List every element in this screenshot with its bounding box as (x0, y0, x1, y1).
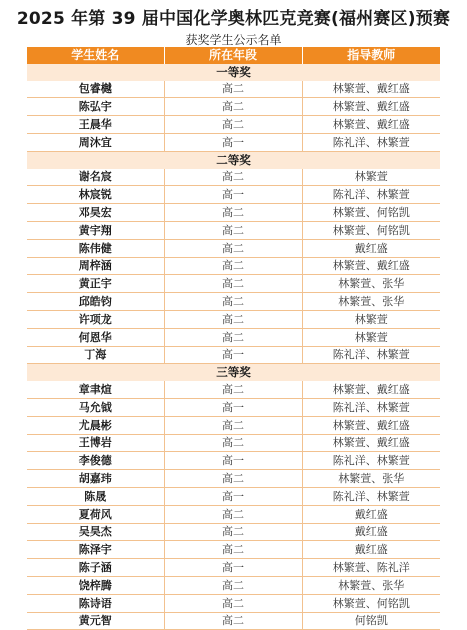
grade-cell: 高一 (164, 398, 302, 416)
column-header-student-name: 学生姓名 (27, 47, 164, 64)
student-name-cell: 谢名宸 (27, 169, 164, 186)
table-row (27, 470, 440, 488)
table-row (27, 612, 440, 630)
table-row (27, 505, 440, 523)
table-row (27, 310, 440, 328)
student-name-cell: 陈诗语 (27, 594, 164, 612)
student-name-cell: 陈子涵 (27, 559, 164, 577)
student-name-cell: 周沐宜 (27, 133, 164, 151)
teacher-cell: 林繁萱、戴红盛 (302, 81, 440, 98)
grade-cell: 高二 (164, 239, 302, 257)
table-row (27, 328, 440, 346)
grade-cell: 高一 (164, 133, 302, 151)
document-subtitle: 获奖学生公示名单 (185, 33, 282, 47)
table-row (27, 346, 440, 364)
teacher-cell: 林繁萱、何铭凯 (302, 221, 440, 239)
student-name-cell: 黄正宇 (27, 275, 164, 293)
teacher-cell: 林繁萱、陈礼洋 (302, 559, 440, 577)
table-row (27, 434, 440, 452)
grade-cell: 高二 (164, 221, 302, 239)
table-row (27, 169, 440, 186)
table-row (27, 416, 440, 434)
teacher-cell: 戴红盛 (302, 523, 440, 541)
teacher-cell: 何铭凯 (302, 612, 440, 630)
teacher-cell: 林繁萱、何铭凯 (302, 594, 440, 612)
teacher-cell: 陈礼洋、林繁萱 (302, 346, 440, 364)
table-header-row (27, 47, 440, 64)
grade-cell: 高二 (164, 293, 302, 311)
table-row (27, 116, 440, 134)
teacher-cell: 林繁萱、戴红盛 (302, 416, 440, 434)
table-row (27, 594, 440, 612)
grade-cell: 高二 (164, 434, 302, 452)
student-name-cell: 尤晨彬 (27, 416, 164, 434)
teacher-cell: 林繁萱 (302, 310, 440, 328)
award-section-label: 二等奖 (27, 151, 440, 168)
student-name-cell: 陈弘宇 (27, 98, 164, 116)
grade-cell: 高二 (164, 541, 302, 559)
teacher-cell: 林繁萱、戴红盛 (302, 257, 440, 275)
grade-cell: 高二 (164, 116, 302, 134)
teacher-cell: 戴红盛 (302, 541, 440, 559)
student-name-cell: 吴昊杰 (27, 523, 164, 541)
student-name-cell: 夏荷风 (27, 505, 164, 523)
teacher-cell: 戴红盛 (302, 239, 440, 257)
student-name-cell: 陈晟 (27, 487, 164, 505)
teacher-cell: 林繁萱、戴红盛 (302, 381, 440, 398)
table-row (27, 81, 440, 98)
student-name-cell: 马允钺 (27, 398, 164, 416)
grade-cell: 高一 (164, 186, 302, 204)
grade-cell: 高一 (164, 487, 302, 505)
table-row (27, 186, 440, 204)
teacher-cell: 陈礼洋、林繁萱 (302, 487, 440, 505)
award-section-row (27, 364, 440, 381)
teacher-cell: 林繁萱 (302, 169, 440, 186)
grade-cell: 高二 (164, 470, 302, 488)
grade-cell: 高二 (164, 328, 302, 346)
student-name-cell: 章聿煊 (27, 381, 164, 398)
table-body (27, 64, 440, 630)
student-name-cell: 许项龙 (27, 310, 164, 328)
teacher-cell: 林繁萱、张华 (302, 576, 440, 594)
table-row (27, 559, 440, 577)
student-name-cell: 邓昊宏 (27, 204, 164, 222)
teacher-cell: 陈礼洋、林繁萱 (302, 133, 440, 151)
teacher-cell: 戴红盛 (302, 505, 440, 523)
table-row (27, 133, 440, 151)
teacher-cell: 林繁萱、张华 (302, 470, 440, 488)
teacher-cell: 陈礼洋、林繁萱 (302, 398, 440, 416)
teacher-cell: 林繁萱、张华 (302, 293, 440, 311)
student-name-cell: 黄宇翔 (27, 221, 164, 239)
table-row (27, 523, 440, 541)
award-section-row (27, 64, 440, 81)
student-name-cell: 周梓涵 (27, 257, 164, 275)
student-name-cell: 王晨华 (27, 116, 164, 134)
student-name-cell: 邱皓钧 (27, 293, 164, 311)
student-name-cell: 黄元智 (27, 612, 164, 630)
table-row (27, 487, 440, 505)
award-section-label: 三等奖 (27, 364, 440, 381)
table-row (27, 275, 440, 293)
teacher-cell: 林繁萱、戴红盛 (302, 98, 440, 116)
grade-cell: 高二 (164, 381, 302, 398)
teacher-cell: 林繁萱、戴红盛 (302, 434, 440, 452)
grade-cell: 高二 (164, 257, 302, 275)
grade-cell: 高一 (164, 452, 302, 470)
student-name-cell: 包睿樾 (27, 81, 164, 98)
student-name-cell: 饶梓腾 (27, 576, 164, 594)
grade-cell: 高二 (164, 594, 302, 612)
grade-cell: 高二 (164, 576, 302, 594)
table-row (27, 452, 440, 470)
teacher-cell: 陈礼洋、林繁萱 (302, 186, 440, 204)
award-section-label: 一等奖 (27, 64, 440, 81)
grade-cell: 高一 (164, 559, 302, 577)
student-name-cell: 陈泽宇 (27, 541, 164, 559)
table-row (27, 293, 440, 311)
table-row (27, 381, 440, 398)
grade-cell: 高二 (164, 204, 302, 222)
grade-cell: 高二 (164, 98, 302, 116)
student-name-cell: 林宸锐 (27, 186, 164, 204)
teacher-cell: 林繁萱 (302, 328, 440, 346)
grade-cell: 高二 (164, 81, 302, 98)
award-section-row (27, 151, 440, 168)
table-row (27, 257, 440, 275)
grade-cell: 高二 (164, 523, 302, 541)
grade-cell: 高二 (164, 416, 302, 434)
grade-cell: 高二 (164, 310, 302, 328)
student-name-cell: 丁海 (27, 346, 164, 364)
grade-cell: 高二 (164, 275, 302, 293)
student-name-cell: 李俊德 (27, 452, 164, 470)
teacher-cell: 陈礼洋、林繁萱 (302, 452, 440, 470)
table-row (27, 541, 440, 559)
grade-cell: 高二 (164, 505, 302, 523)
table-row (27, 98, 440, 116)
table-row (27, 239, 440, 257)
award-table (27, 47, 440, 630)
student-name-cell: 王博岩 (27, 434, 164, 452)
teacher-cell: 林繁萱、张华 (302, 275, 440, 293)
document-title: 2025 年第 39 届中国化学奥林匹克竞赛(福州赛区)预赛 (16, 9, 451, 29)
grade-cell: 高一 (164, 346, 302, 364)
column-header-teacher: 指导教师 (302, 47, 440, 64)
grade-cell: 高二 (164, 612, 302, 630)
student-name-cell: 何恩华 (27, 328, 164, 346)
teacher-cell: 林繁萱、戴红盛 (302, 116, 440, 134)
table-row (27, 221, 440, 239)
student-name-cell: 胡嘉玮 (27, 470, 164, 488)
teacher-cell: 林繁萱、何铭凯 (302, 204, 440, 222)
table-row (27, 204, 440, 222)
column-header-grade: 所在年段 (164, 47, 302, 64)
table-row (27, 398, 440, 416)
student-name-cell: 陈伟健 (27, 239, 164, 257)
grade-cell: 高二 (164, 169, 302, 186)
